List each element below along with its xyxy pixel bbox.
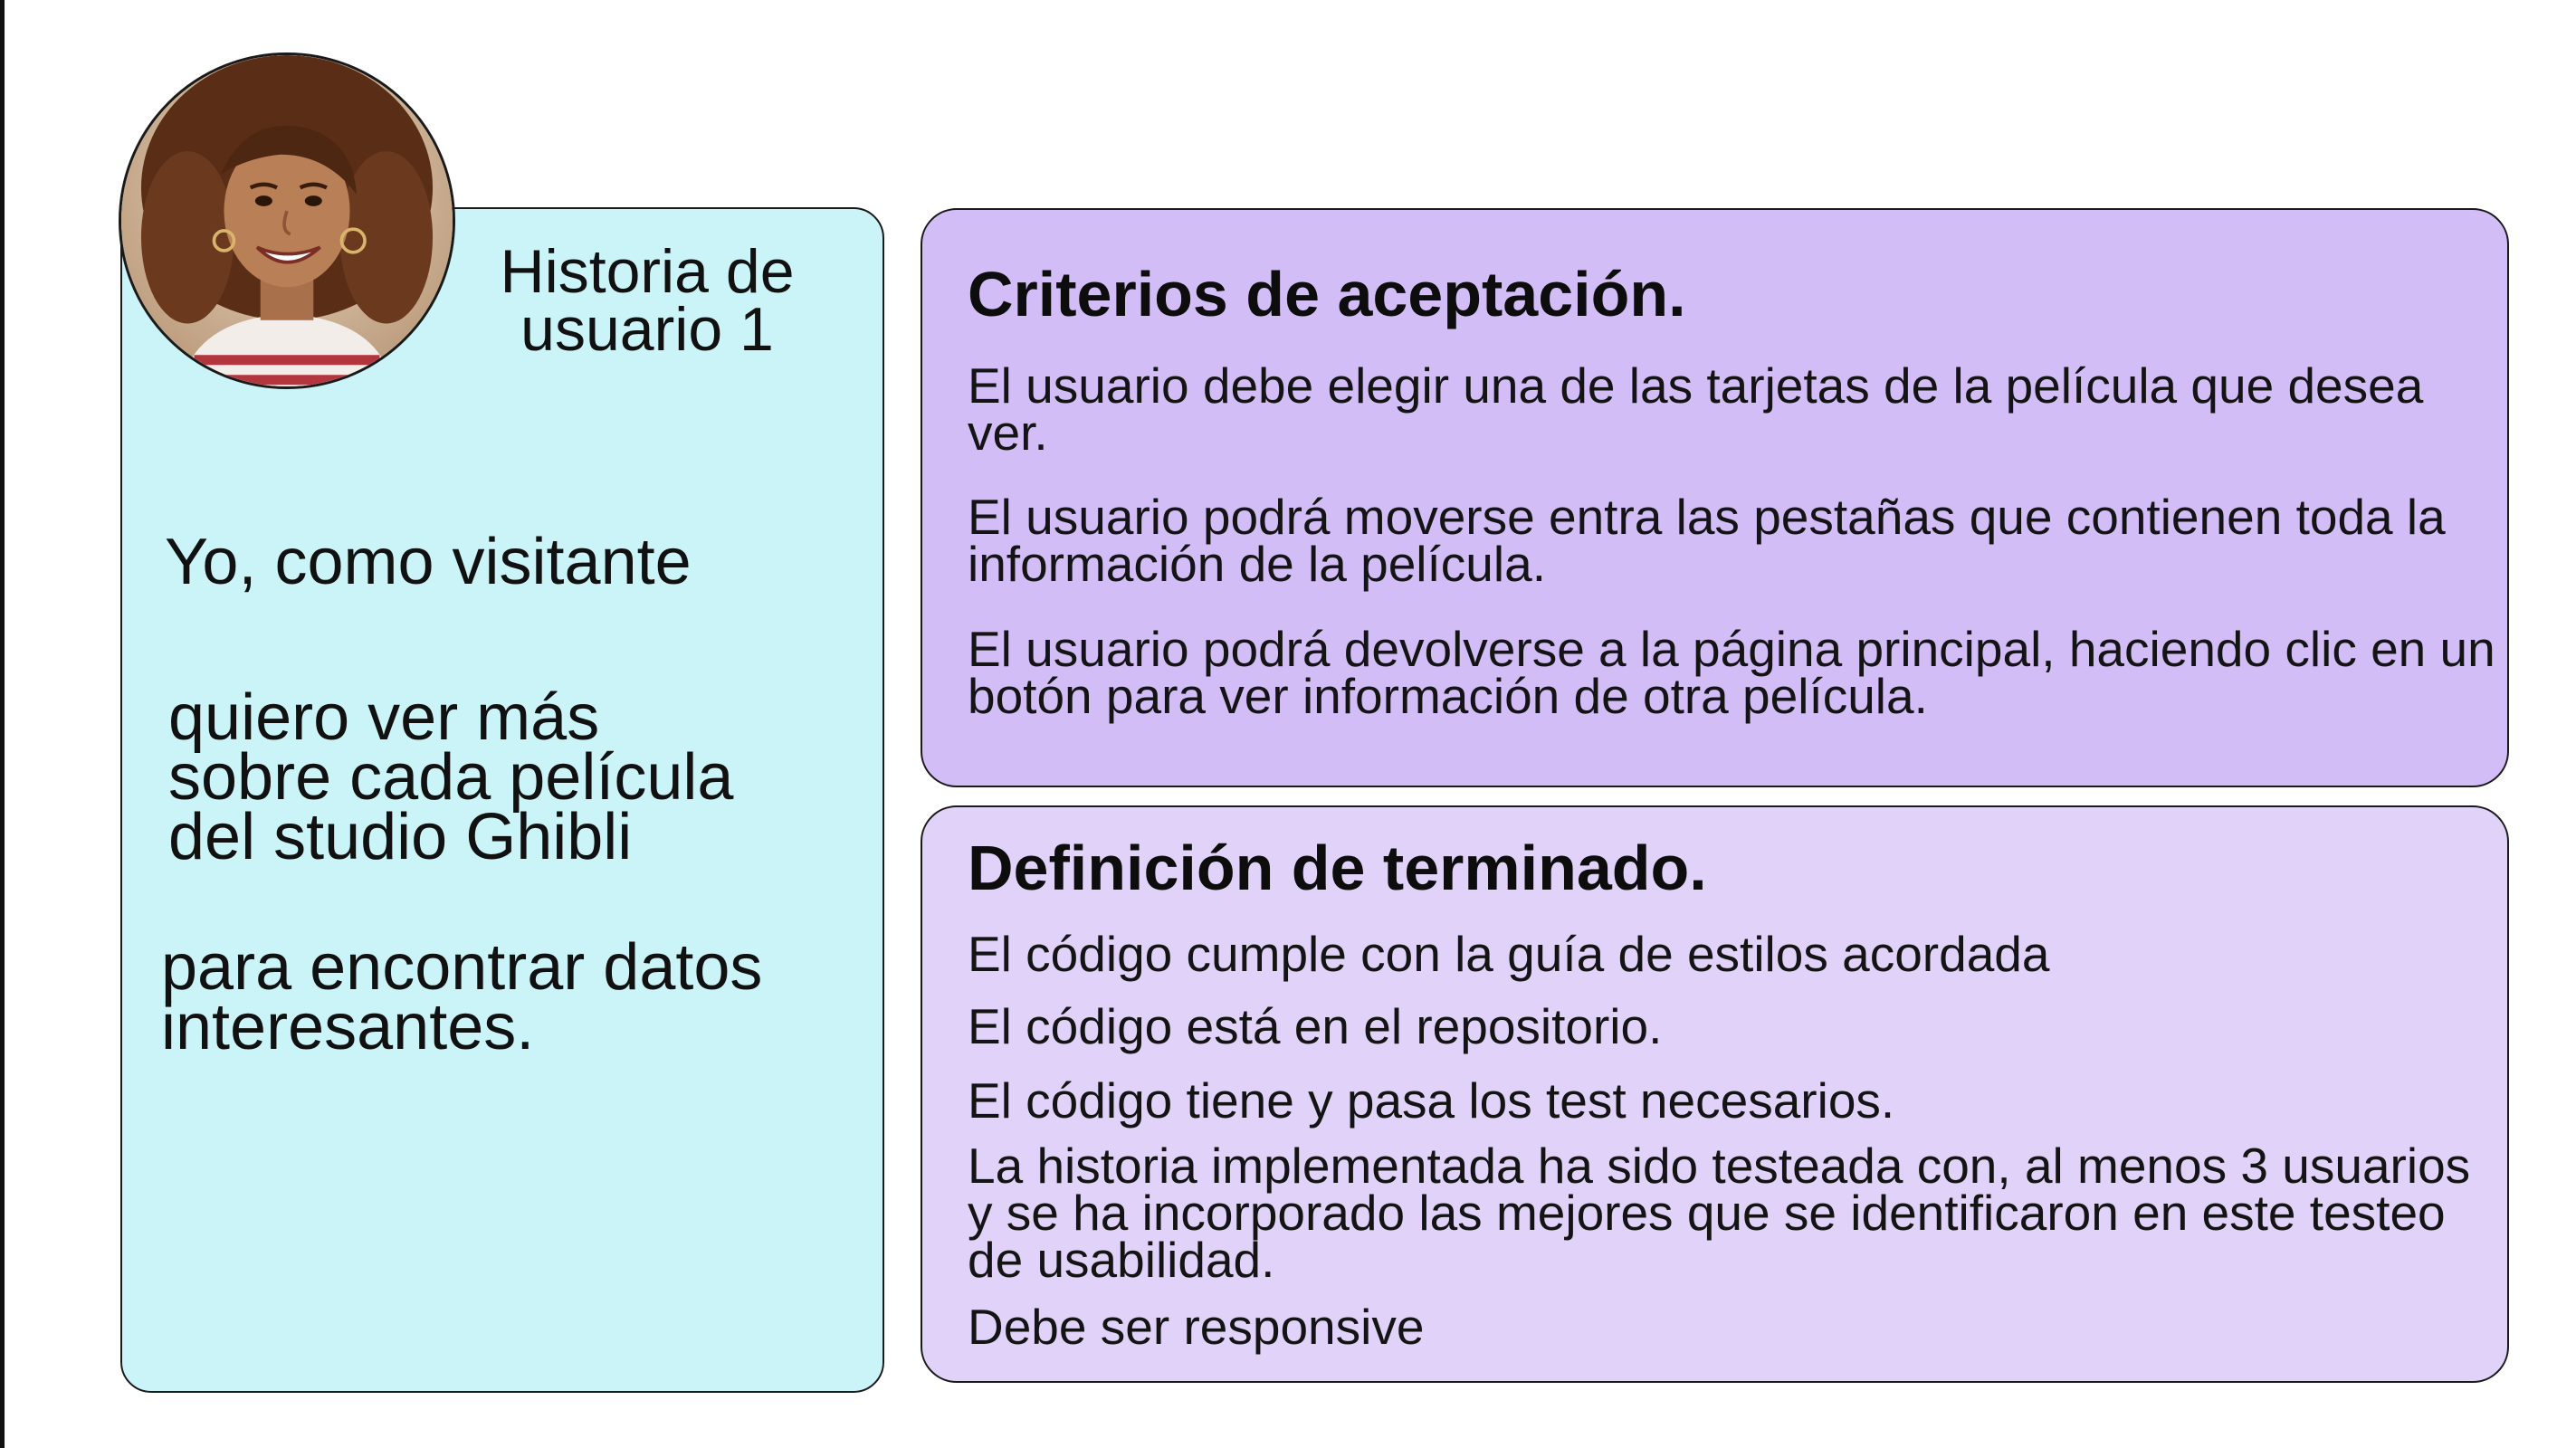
acceptance-criteria-heading: Criterios de aceptación. — [968, 259, 1686, 329]
avatar-illustration — [121, 55, 453, 386]
acceptance-criteria-item: El usuario debe elegir una de las tarjetas de la película que desea ver. — [968, 357, 2424, 461]
left-edge-bar — [0, 0, 5, 1448]
definition-of-done-item: El código tiene y pasa los test necesarios. — [968, 1072, 1895, 1129]
acceptance-criteria-card — [921, 208, 2509, 787]
user-story-goal: quiero ver más sobre cada película del studio Ghibli — [168, 681, 734, 873]
user-story-role: Yo, como visitante — [165, 526, 692, 598]
definition-of-done-item: Debe ser responsive — [968, 1299, 1425, 1355]
definition-of-done-item: El código cumple con la guía de estilos acordada — [968, 926, 2050, 982]
user-avatar-photo — [119, 52, 455, 389]
user-story-title: Historia de usuario 1 — [500, 237, 795, 364]
definition-of-done-heading: Definición de terminado. — [968, 833, 1707, 903]
definition-of-done-item: La historia implementada ha sido testeada con, al menos 3 usuarios y se ha incorporado las mejores que se identificaron en este testeo de usabilidad. — [968, 1138, 2471, 1288]
definition-of-done-item: El código está en el repositorio. — [968, 998, 1663, 1054]
user-story-benefit: para encontrar datos interesantes. — [161, 931, 763, 1063]
acceptance-criteria-item: El usuario podrá moverse entra las pestañas que contienen toda la información de la película. — [968, 489, 2446, 592]
acceptance-criteria-item: El usuario podrá devolverse a la página principal, haciendo clic en un botón para ver información de otra película. — [968, 621, 2495, 724]
definition-of-done-card — [921, 805, 2509, 1383]
